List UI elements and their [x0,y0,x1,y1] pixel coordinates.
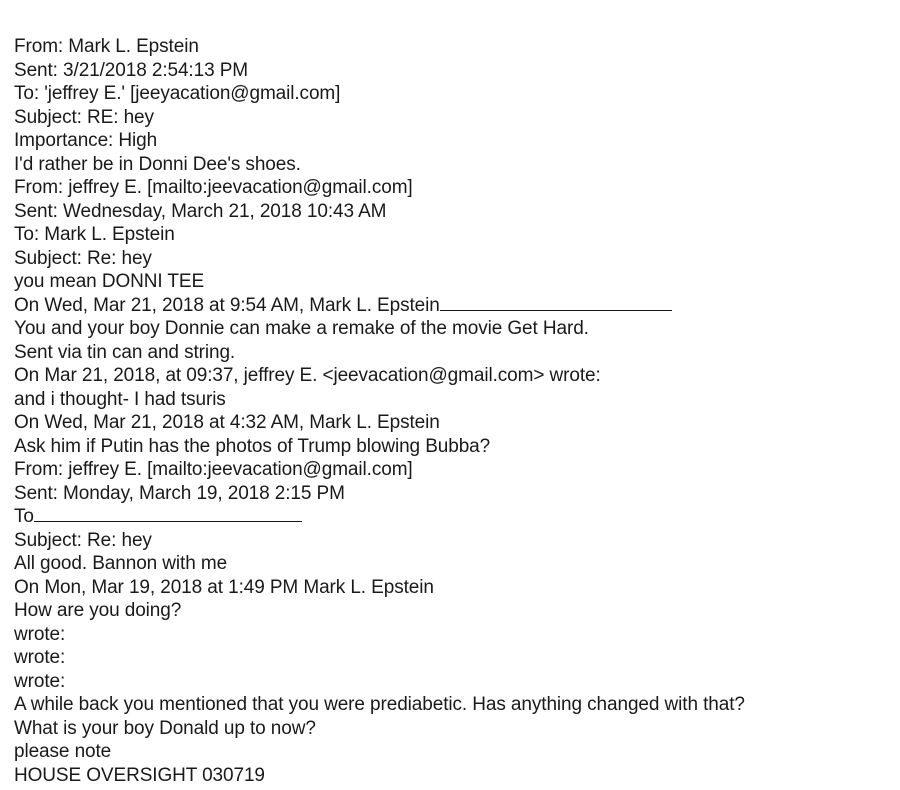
header-sent [14,59,894,83]
quoted-to [14,223,894,247]
header-subject [14,106,894,130]
wrote-fragment [14,646,894,670]
line-text: and i thought- I had tsuris [14,388,226,410]
line-text: From: jeffrey E. [mailto:jeevacation@gmail.com] [14,177,413,198]
header-importance [14,129,894,153]
line-text: wrote: [14,647,66,668]
line-text: Sent: Monday, March 19, 2018 2:15 PM [14,482,345,504]
line-text: On Mar 21, 2018, at 09:37, jeffrey E. <jeevacation@gmail.com> wrote: [14,365,601,386]
message-body [14,717,894,741]
header-from [14,35,894,59]
email-document [14,35,894,787]
line-text: To [14,506,34,527]
quote-attribution [14,411,894,435]
line-text: You and your boy Donnie can make a remake of the movie Get Hard. [14,318,589,339]
message-body [14,693,894,717]
quote-attribution [14,576,894,600]
redaction-line [440,294,672,311]
line-text: On Wed, Mar 21, 2018 at 4:32 AM, Mark L. Epstein [14,412,440,433]
line-text: From: jeffrey E. [mailto:jeevacation@gmail.com] [14,459,413,480]
line-text: Importance: High [14,130,158,151]
message-body [14,599,894,623]
line-text: Subject: RE: hey [14,106,154,128]
quoted-subject [14,529,894,553]
line-text: wrote: [14,623,66,645]
line-text: Subject: Re: hey [14,529,152,551]
line-text: please note [14,741,112,762]
message-body [14,552,894,576]
line-text: All good. Bannon with me [14,553,228,574]
line-text: you mean DONNI TEE [14,271,205,292]
header-to [14,82,894,106]
message-body [14,435,894,459]
message-body [14,153,894,177]
line-text: What is your boy Donald up to now? [14,717,316,739]
redaction-line [34,505,302,522]
line-text: A while back you mentioned that you were prediabetic. Has anything changed with that? [14,694,745,715]
quote-attribution [14,294,894,318]
line-text: Subject: Re: hey [14,247,152,269]
message-body [14,270,894,294]
wrote-fragment [14,623,894,647]
line-text: Sent: Wednesday, March 21, 2018 10:43 AM [14,200,387,222]
line-text: On Mon, Mar 19, 2018 at 1:49 PM Mark L. Epstein [14,576,434,598]
line-text: wrote: [14,670,66,692]
message-body [14,388,894,412]
quoted-to [14,505,894,529]
quoted-from [14,458,894,482]
line-text: HOUSE OVERSIGHT 030719 [14,764,265,786]
line-text: Sent via tin can and string. [14,341,236,363]
quoted-from [14,176,894,200]
line-text: Sent: 3/21/2018 2:54:13 PM [14,59,249,81]
quoted-sent [14,482,894,506]
message-signature [14,341,894,365]
message-body [14,317,894,341]
line-text: To: 'jeffrey E.' [jeeyacation@gmail.com] [14,83,341,104]
line-text: From: Mark L. Epstein [14,36,199,57]
line-text: How are you doing? [14,600,182,621]
line-text: To: Mark L. Epstein [14,224,175,245]
wrote-fragment [14,670,894,694]
quoted-sent [14,200,894,224]
line-text: Ask him if Putin has the photos of Trump blowing Bubba? [14,435,491,457]
bates-number [14,764,894,788]
line-text: I'd rather be in Donni Dee's shoes. [14,153,301,175]
quote-attribution [14,364,894,388]
line-text: On Wed, Mar 21, 2018 at 9:54 AM, Mark L. Epstein [14,294,440,316]
quoted-subject [14,247,894,271]
footer-note [14,740,894,764]
